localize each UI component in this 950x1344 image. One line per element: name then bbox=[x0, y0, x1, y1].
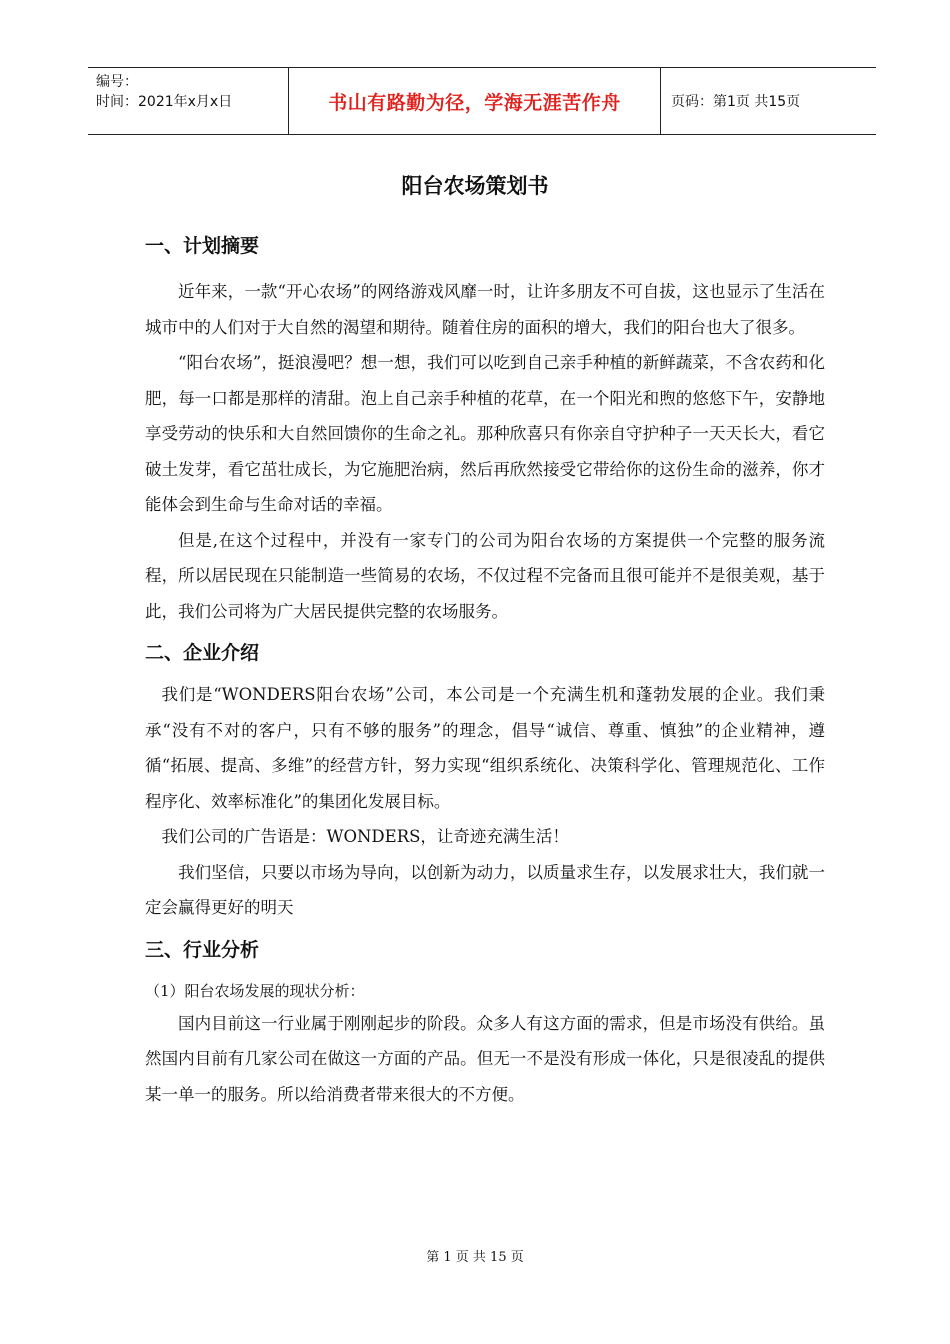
document-body bbox=[145, 228, 825, 1112]
serial-label: 编号： bbox=[96, 74, 138, 90]
paragraph: 近年来，一款“开心农场”的网络游戏风靡一时，让许多朋友不可自拔，这也显示了生活在城市中的人们对于大自然的渴望和期待。随着住房的面积的增大，我们的阳台也大了很多。 bbox=[145, 282, 825, 337]
document-title: 阳台农场策划书 bbox=[401, 174, 549, 198]
header-meta bbox=[88, 68, 288, 134]
subheading: （1）阳台农场发展的现状分析： bbox=[145, 981, 365, 1000]
page-code-text: 页码：第1页 共15页 bbox=[671, 94, 801, 110]
section-heading-company: 二、企业介绍 bbox=[145, 642, 260, 664]
paragraph: 我们坚信，只要以市场为导向，以创新为动力，以质量求生存，以发展求壮大，我们就一定会赢得更好的明天 bbox=[145, 862, 825, 917]
paragraph: 我们公司的广告语是：WONDERS，让奇迹充满生活！ bbox=[161, 827, 569, 846]
time-label: 时间：2021年x月x日 bbox=[96, 94, 233, 110]
header-motto-cell bbox=[288, 68, 661, 134]
section-heading-industry: 三、行业分析 bbox=[145, 938, 260, 961]
motto-text: 书山有路勤为径，学海无涯苦作舟 bbox=[328, 91, 621, 114]
page-header bbox=[88, 67, 876, 135]
paragraph: 我们是“WONDERS阳台农场”公司，本公司是一个充满生机和蓬勃发展的企业。我们秉承“没有不对的客户，只有不够的服务”的理念，倡导“诚信、尊重、慎独”的企业精神，遵循“拓展、提高、多维”的经营方针，努力实现“组织系统化、决策科学化、管理规范化、工作程序化、效率标准化”的集团化发展目标。 bbox=[145, 685, 825, 811]
paragraph: 但是,在这个过程中，并没有一家专门的公司为阳台农场的方案提供一个完整的服务流程，所以居民现在只能制造一些简易的农场，不仅过程不完备而且很可能并不是很美观，基于此，我们公司将为广大居民提供完整的农场服务。 bbox=[145, 530, 825, 621]
page-footer: 第 1 页 共 15 页 bbox=[426, 1250, 524, 1265]
header-page-code bbox=[661, 68, 876, 134]
paragraph: 国内目前这一行业属于刚刚起步的阶段。众多人有这方面的需求，但是市场没有供给。虽然国内目前有几家公司在做这一方面的产品。但无一不是没有形成一体化，只是很凌乱的提供某一单一的服务。所以给消费者带来很大的不方便。 bbox=[145, 1013, 825, 1104]
section-heading-summary: 一、计划摘要 bbox=[145, 235, 260, 257]
paragraph: “阳台农场”，挺浪漫吧？想一想，我们可以吃到自己亲手种植的新鲜蔬菜，不含农药和化肥，每一口都是那样的清甜。泡上自己亲手种植的花草，在一个阳光和煦的悠悠下午，安静地享受劳动的快乐和大自然回馈你的生命之礼。那种欣喜只有你亲自守护种子一天天长大，看它破土发芽，看它茁壮成长，为它施肥治病，然后再欣然接受它带给你的这份生命的滋养，你才能体会到生命与生命对话的幸福。 bbox=[145, 353, 825, 514]
